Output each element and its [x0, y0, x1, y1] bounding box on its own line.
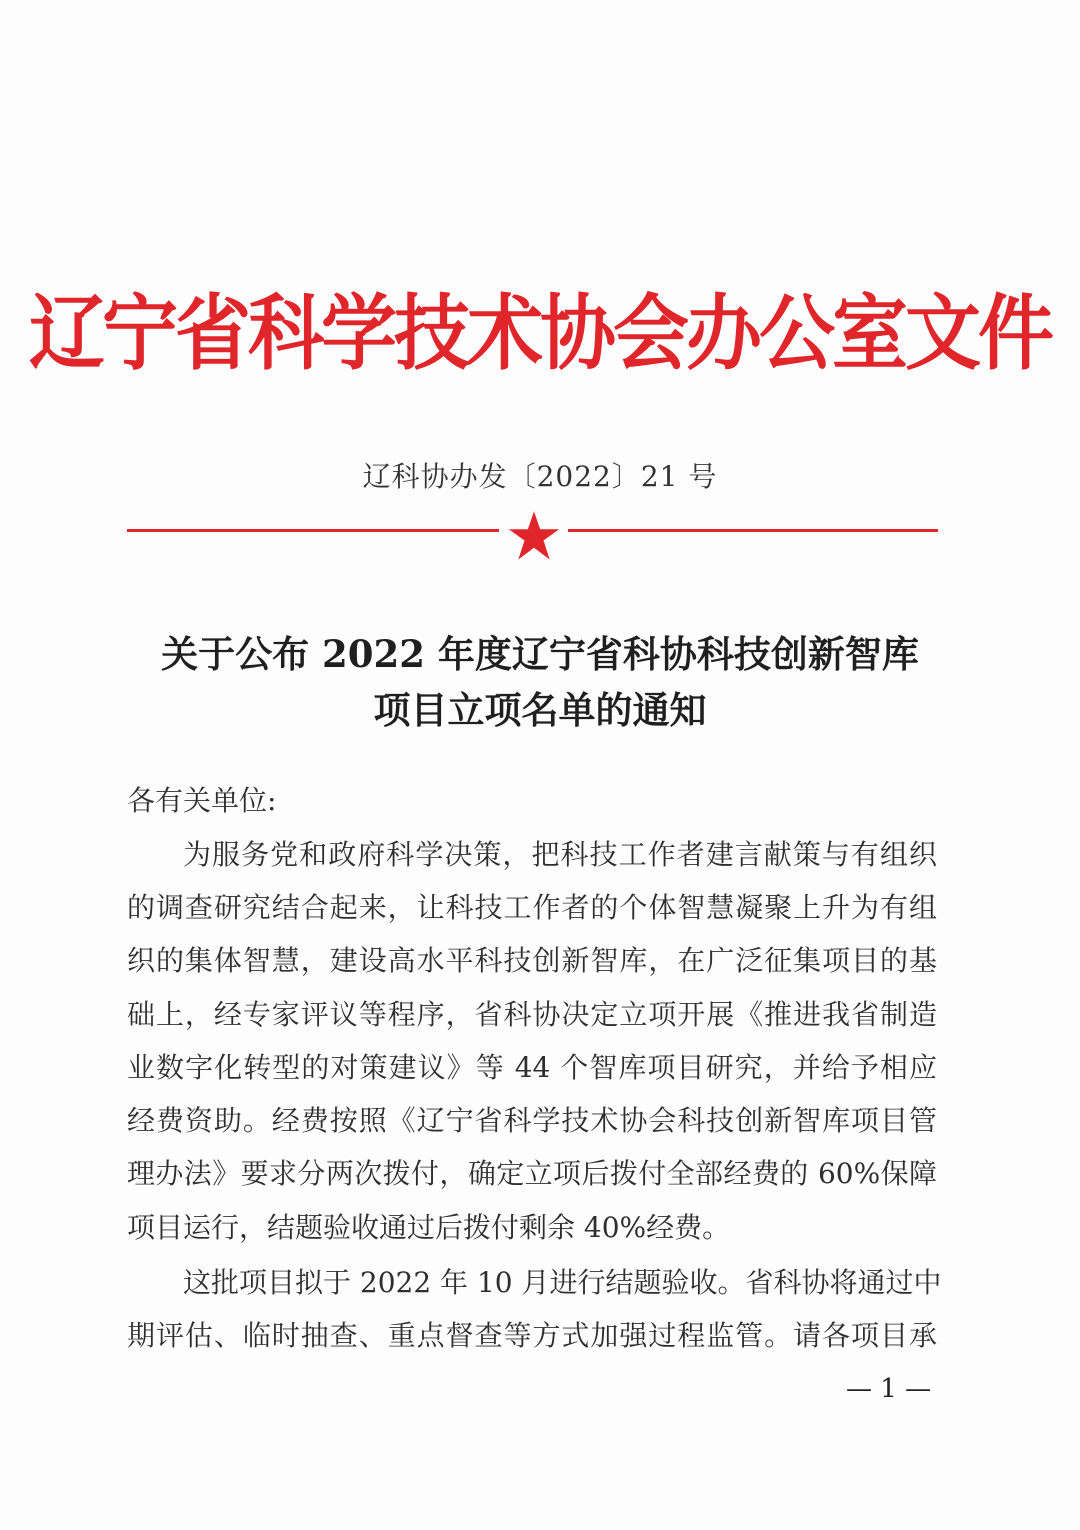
body-line: 为服务党和政府科学决策，把科技工作者建言献策与有组织 [183, 838, 937, 871]
red-divider-right [568, 529, 938, 532]
body-line: 理办法》要求分两次拨付，确定立项后拨付全部经费的 60%保障 [127, 1157, 937, 1190]
issuer-title: 辽宁省科学技术协会办公室文件 [29, 284, 1051, 382]
body-line: 期评估、临时抽查、重点督查等方式加强过程监管。请各项目承 [127, 1319, 937, 1352]
red-divider-left [127, 529, 499, 532]
salutation: 各有关单位: [127, 784, 277, 817]
red-star-icon [506, 508, 562, 564]
body-line: 这批项目拟于 2022 年 10 月进行结题验收。省科协将通过中 [183, 1266, 942, 1299]
page-number: — 1 — [846, 1374, 932, 1404]
body-line: 经费资助。经费按照《辽宁省科学技术协会科技创新智库项目管 [127, 1104, 937, 1137]
document-number: 辽科协办发〔2022〕21 号 [362, 460, 718, 493]
body-line: 业数字化转型的对策建议》等 44 个智库项目研究，并给予相应 [127, 1051, 937, 1084]
body-line: 的调查研究结合起来，让科技工作者的个体智慧凝聚上升为有组 [127, 891, 937, 924]
body-line: 织的集体智慧，建设高水平科技创新智库，在广泛征集项目的基 [127, 944, 937, 977]
body-line: 项目运行，结题验收通过后拨付剩余 40%经费。 [127, 1211, 731, 1244]
notice-title-line-2: 项目立项名单的通知 [373, 688, 707, 732]
notice-title-line-1: 关于公布 2022 年度辽宁省科协科技创新智库 [161, 632, 919, 676]
body-line: 础上，经专家评议等程序，省科协决定立项开展《推进我省制造 [127, 998, 937, 1031]
